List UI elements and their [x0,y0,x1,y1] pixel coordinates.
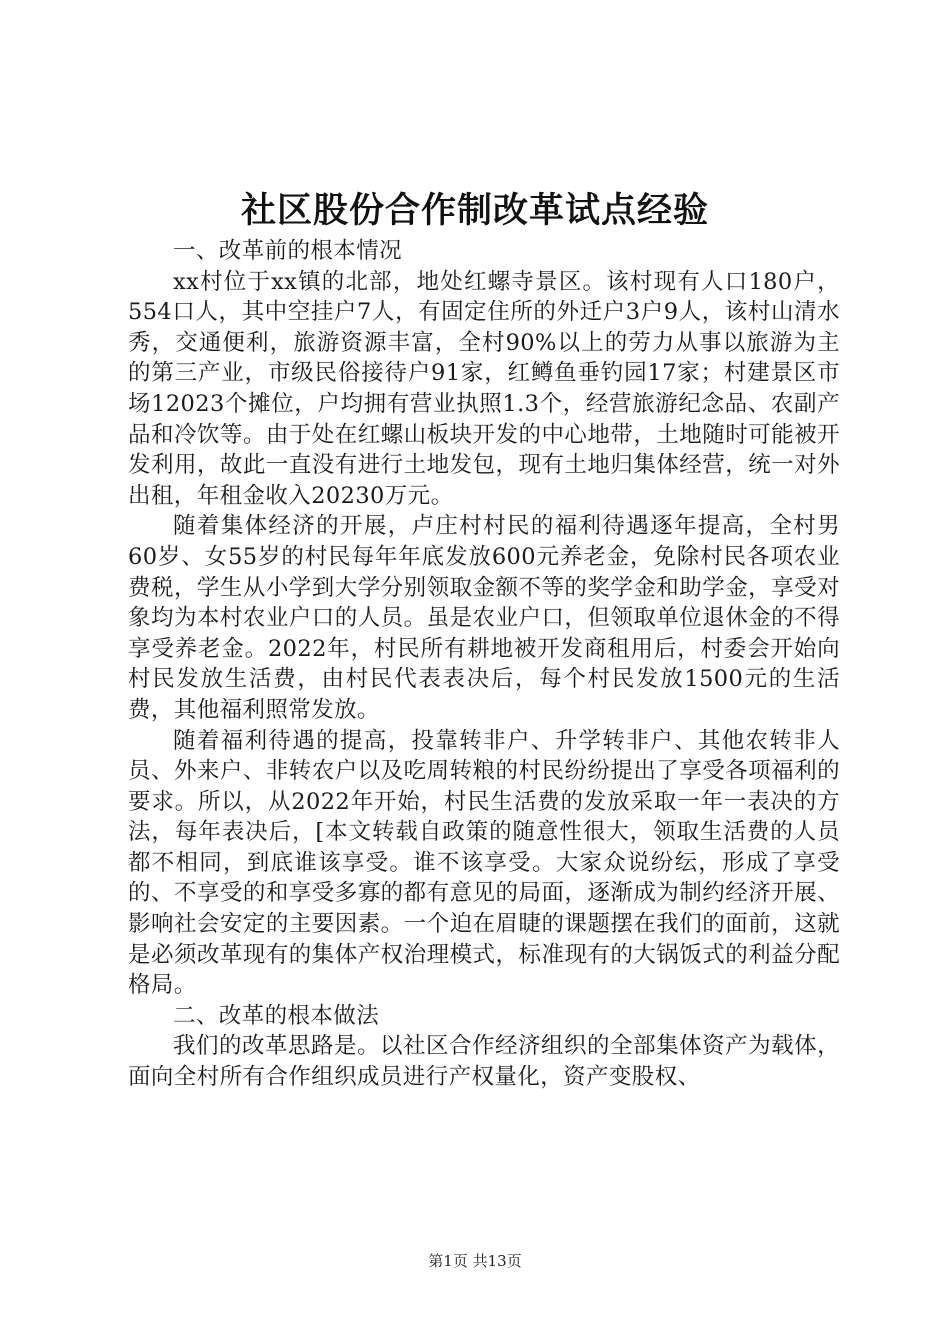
paragraph: 我们的改革思路是。以社区合作经济组织的全部集体资产为载体，面向全村所有合作组织成员进行产权量化，资产变股权、 [128,1033,840,1091]
paragraph: 随着集体经济的开展，卢庄村村民的福利待遇逐年提高，全村男60岁、女55岁的村民每年年底发放600元养老金，免除村民各项农业费税，学生从小学到大学分别领取金额不等的奖学金和助学金，享受对象均为本村农业户口的人员。虽是农业户口，但领取单位退休金的不得享受养老金。2022年，村民所有耕地被开发商租用后，村委会开始向村民发放生活费，由村民代表表决后，每个村民发放1500元的生活费，其他福利照常发放。 [128,513,840,723]
section-heading-2: 二、改革的根本做法 [173,1002,380,1029]
paragraph: 随着福利待遇的提高，投靠转非户、升学转非户、其他农转非人员、外来户、非转农户以及吃周转粮的村民纷纷提出了享受各项福利的要求。所以，从2022年开始，村民生活费的发放采取一年一表决的方法，每年表决后，[本文转载自政策的随意性很大，领取生活费的人员都不相同，到底谁该享受。谁不该享受。大家众说纷纭，形成了享受的、不享受的和享受多寡的都有意见的局面，逐渐成为制约经济开展、影响社会安定的主要因素。一个迫在眉睫的课题摆在我们的面前，这就是必须改革现有的集体产权治理模式，标准现有的大锅饭式的利益分配格局。 [128,727,840,999]
page-footer: 第1页 共13页 [428,1252,522,1270]
document-body [128,236,840,1093]
section-heading-1: 一、改革前的根本情况 [173,238,403,264]
document-title: 社区股份合作制改革试点经验 [240,191,709,231]
paragraph: xx村位于xx镇的北部，地处红螺寺景区。该村现有人口180户，554口人，其中空挂户7人，有固定住所的外迁户3户9人，该村山清水秀，交通便利，旅游资源丰富，全村90%以上的劳力从事以旅游为主的第三产业，市级民俗接待户91家，红鳟鱼垂钓园17家；村建景区市场12023个摊位，户均拥有营业执照1.3个，经营旅游纪念品、农副产品和冷饮等。由于处在红螺山板块开发的中心地带，土地随时可能被开发利用，故此一直没有进行土地发包，现有土地归集体经营，统一对外出租，年租金收入20230万元。 [128,268,840,509]
